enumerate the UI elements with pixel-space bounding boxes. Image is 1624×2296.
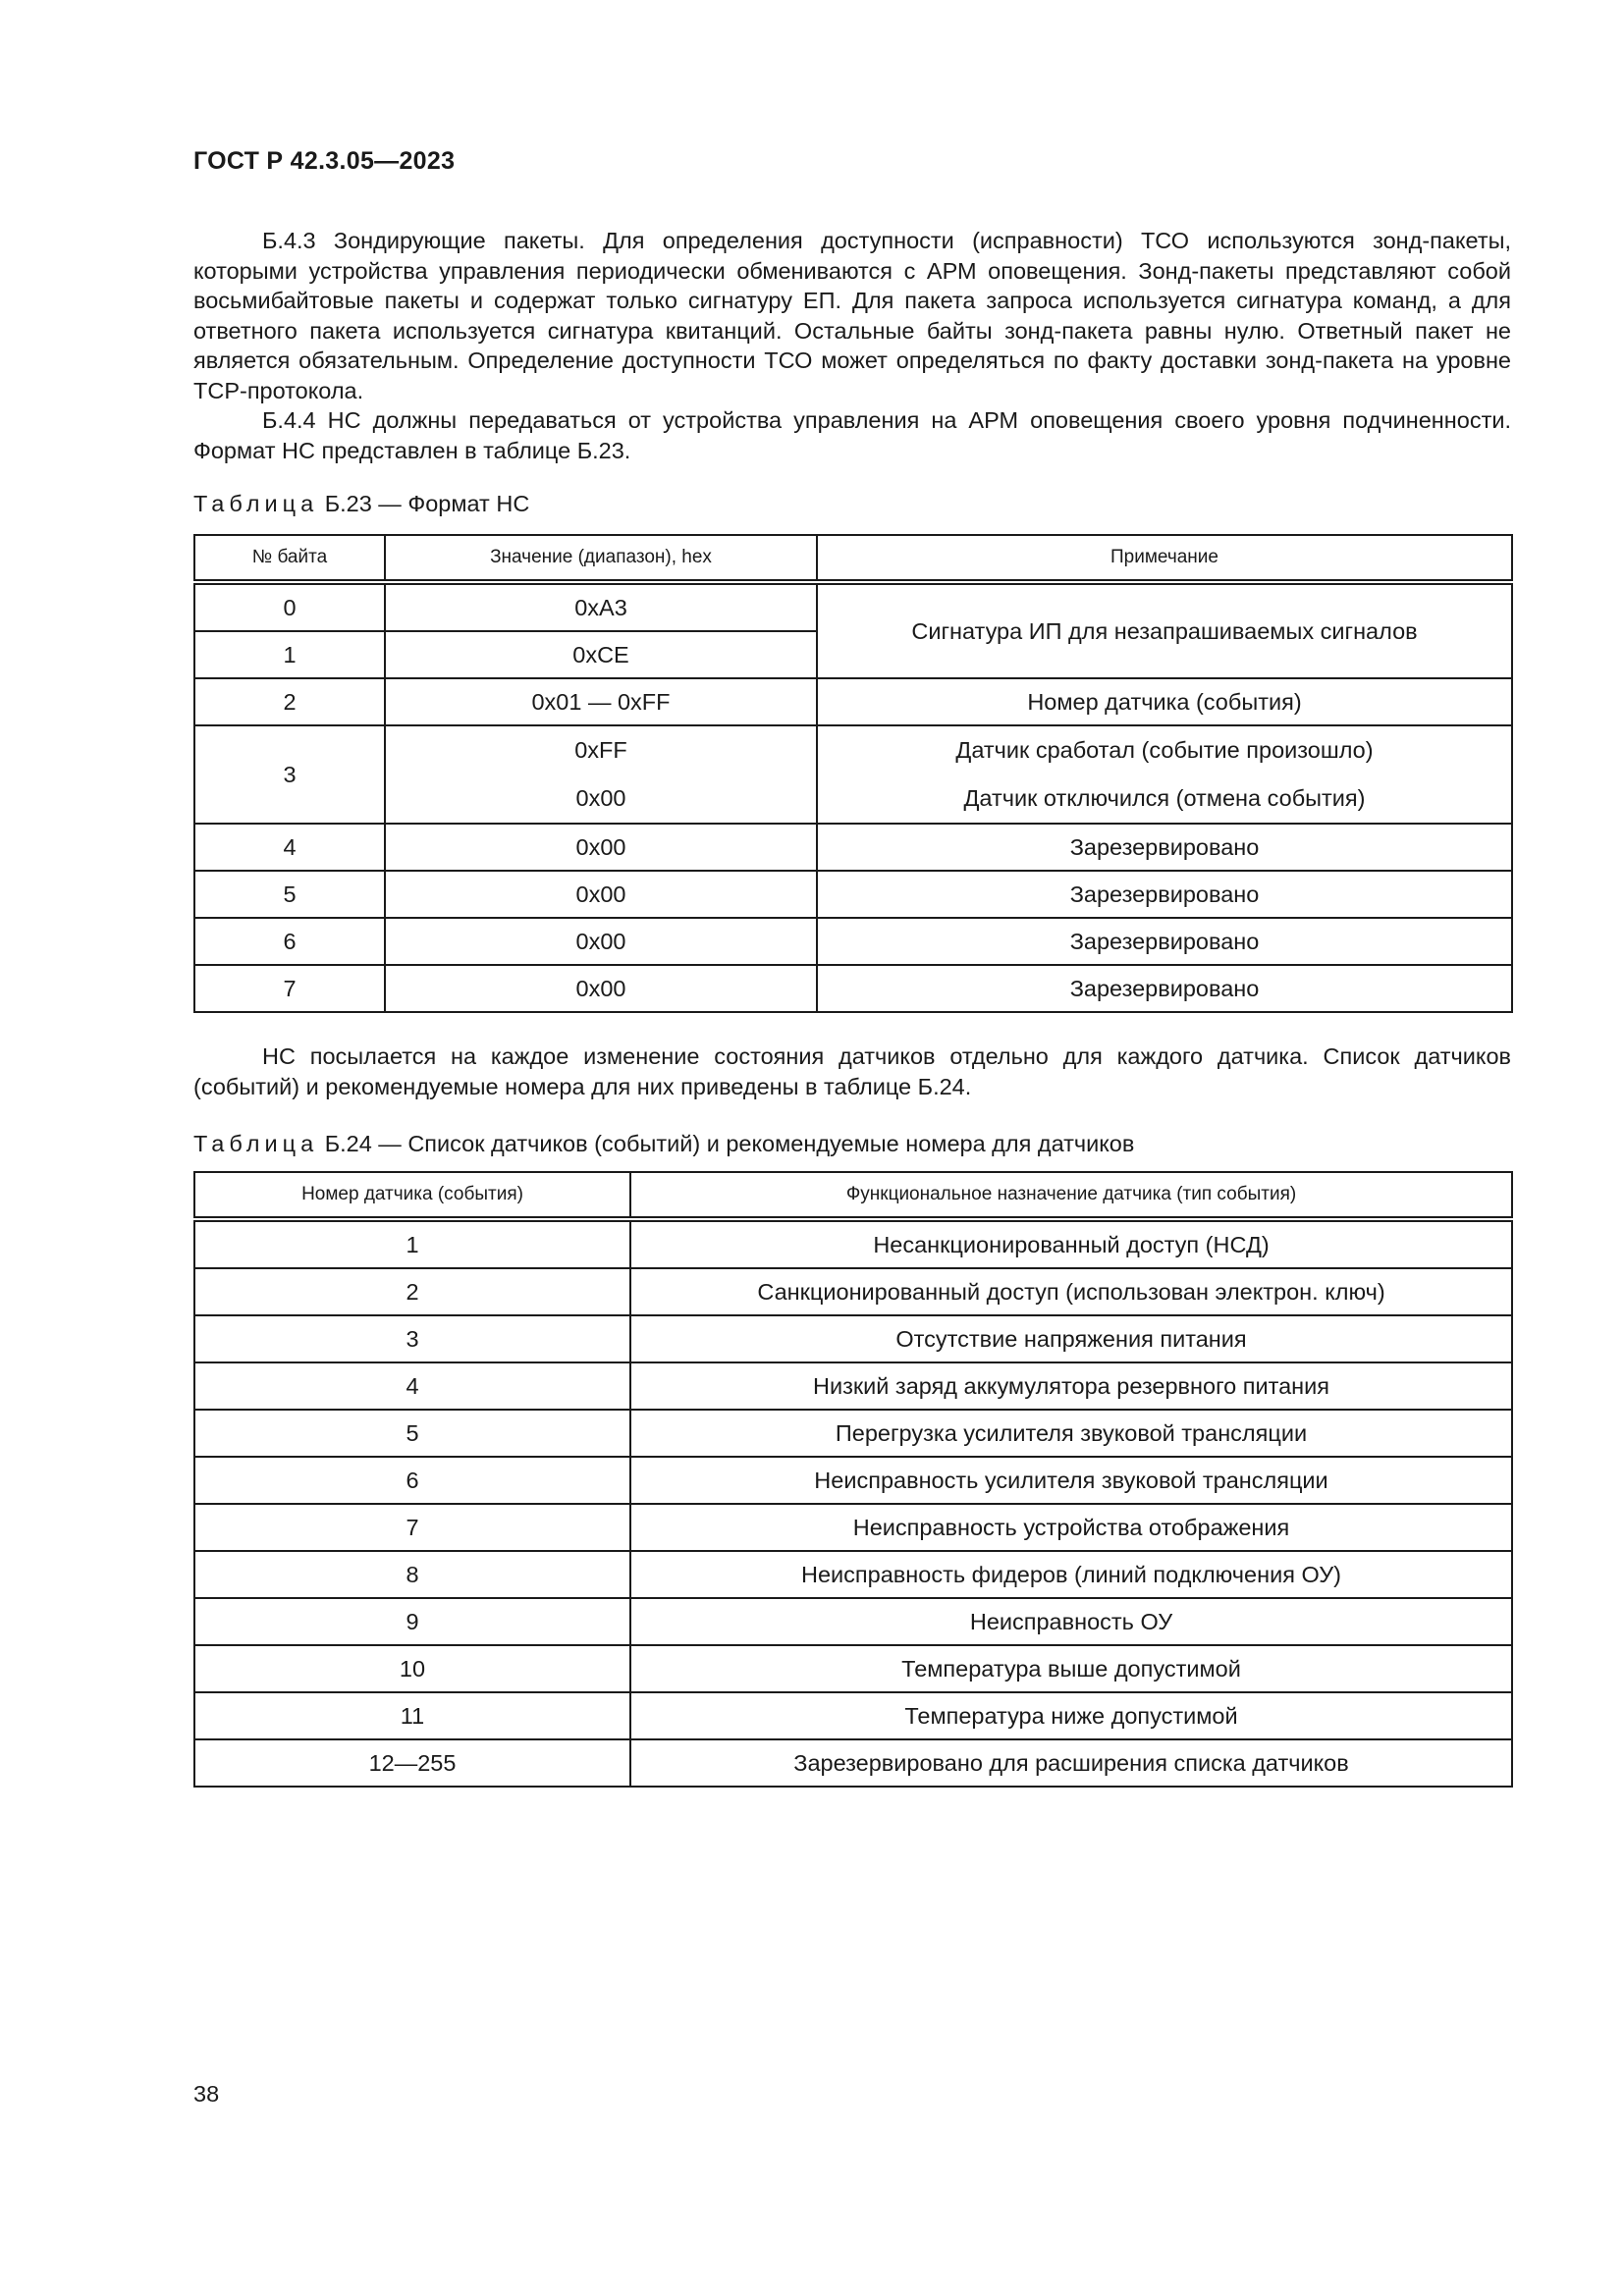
column-header: Функциональное назначение датчика (тип события) (630, 1172, 1512, 1219)
table-header-row (194, 1172, 1512, 1219)
table-row (194, 1315, 1512, 1362)
table-title: Б.24 — Список датчиков (событий) и рекомендуемые номера для датчиков (324, 1131, 1135, 1156)
table-row (194, 1268, 1512, 1315)
sensor-description-cell: Зарезервировано для расширения списка датчиков (630, 1739, 1512, 1787)
table-row (194, 582, 1512, 631)
sensor-description-cell: Санкционированный доступ (использован электрон. ключ) (630, 1268, 1512, 1315)
byte-cell: 5 (194, 871, 385, 918)
value-cell (385, 725, 817, 824)
table-row (194, 1219, 1512, 1268)
table-row (194, 918, 1512, 965)
table-row (194, 725, 1512, 824)
table-label: Таблица (193, 1131, 319, 1156)
sensor-number-cell: 1 (194, 1219, 630, 1268)
sensor-number-cell: 4 (194, 1362, 630, 1410)
sensor-number-cell: 7 (194, 1504, 630, 1551)
sensor-description-cell: Неисправность усилителя звуковой трансляции (630, 1457, 1512, 1504)
sensor-description-cell: Перегрузка усилителя звуковой трансляции (630, 1410, 1512, 1457)
column-header: № байта (194, 535, 385, 582)
table-body (194, 1219, 1512, 1787)
sensor-description-cell: Температура ниже допустимой (630, 1692, 1512, 1739)
note-cell: Зарезервировано (817, 918, 1512, 965)
table-row (194, 871, 1512, 918)
column-header: Номер датчика (события) (194, 1172, 630, 1219)
table-b23 (193, 534, 1513, 1013)
table-row (194, 965, 1512, 1012)
table-row (194, 1410, 1512, 1457)
table-b24-caption (193, 1129, 1134, 1158)
note-cell: Зарезервировано (817, 871, 1512, 918)
byte-cell: 0 (194, 582, 385, 631)
note-cell-merged: Сигнатура ИП для незапрашиваемых сигналов (817, 582, 1512, 678)
sensor-description-cell: Неисправность устройства отображения (630, 1504, 1512, 1551)
value-line: 0x00 (575, 785, 626, 811)
table-row (194, 1504, 1512, 1551)
table-row (194, 1362, 1512, 1410)
sensor-number-cell: 6 (194, 1457, 630, 1504)
sensor-description-cell: Отсутствие напряжения питания (630, 1315, 1512, 1362)
paragraph-b-4-3: Б.4.3 Зондирующие пакеты. Для определения доступности (исправности) ТСО используются зонд-пакеты, которыми устройства управления периодически обмениваются с АРМ оповещения. Зонд-пакеты представляют собой восьмибайтовые пакеты и содержат только сигнатуру ЕП. Для пакета запроса используется сигнатура команд, а для ответного пакета используется сигнатура квитанций. Остальные байты зонд-пакета равны нулю. Ответный пакет не является обязательным. Определение доступности ТСО может определяться по факту доставки зонд-пакета на уровне TCP-протокола. (193, 228, 1511, 403)
document-header: ГОСТ Р 42.3.05—2023 (193, 147, 456, 175)
table-row (194, 1739, 1512, 1787)
note-cell: Номер датчика (события) (817, 678, 1512, 725)
value-cell: 0x00 (385, 871, 817, 918)
sensor-description-cell: Температура выше допустимой (630, 1645, 1512, 1692)
sensor-number-cell: 3 (194, 1315, 630, 1362)
table-title: Б.23 — Формат НС (324, 491, 530, 516)
sensor-description-cell: Неисправность фидеров (линий подключения ОУ) (630, 1551, 1512, 1598)
note-line: Датчик сработал (событие произошло) (955, 737, 1374, 763)
sensor-description-cell: Неисправность ОУ (630, 1598, 1512, 1645)
value-cell: 0x00 (385, 824, 817, 871)
byte-cell: 4 (194, 824, 385, 871)
value-line: 0xFF (574, 737, 627, 763)
table-row (194, 1457, 1512, 1504)
sensor-number-cell: 5 (194, 1410, 630, 1457)
table-b24 (193, 1171, 1513, 1788)
value-cell: 0x01 — 0xFF (385, 678, 817, 725)
byte-cell: 6 (194, 918, 385, 965)
column-header: Примечание (817, 535, 1512, 582)
paragraph-ns-sending: НС посылается на каждое изменение состояния датчиков отдельно для каждого датчика. Список датчиков (событий) и рекомендуемые номера для них приведены в таблице Б.24. (193, 1043, 1511, 1099)
value-cell: 0xA3 (385, 582, 817, 631)
note-cell: Зарезервировано (817, 965, 1512, 1012)
note-cell (817, 725, 1512, 824)
sensor-number-cell: 10 (194, 1645, 630, 1692)
byte-cell: 2 (194, 678, 385, 725)
sensor-number-cell: 9 (194, 1598, 630, 1645)
table-row (194, 1598, 1512, 1645)
value-cell: 0xCE (385, 631, 817, 678)
column-header: Значение (диапазон), hex (385, 535, 817, 582)
table-header-row (194, 535, 1512, 582)
sensor-description-cell: Несанкционированный доступ (НСД) (630, 1219, 1512, 1268)
sensor-number-cell: 12—255 (194, 1739, 630, 1787)
table-b23-caption (193, 489, 529, 518)
sensor-number-cell: 8 (194, 1551, 630, 1598)
byte-cell: 7 (194, 965, 385, 1012)
note-cell: Зарезервировано (817, 824, 1512, 871)
byte-cell: 1 (194, 631, 385, 678)
table-row (194, 1551, 1512, 1598)
table-row (194, 678, 1512, 725)
table-row (194, 824, 1512, 871)
note-line: Датчик отключился (отмена события) (963, 785, 1366, 811)
sensor-description-cell: Низкий заряд аккумулятора резервного питания (630, 1362, 1512, 1410)
table-row (194, 1692, 1512, 1739)
value-cell: 0x00 (385, 918, 817, 965)
sensor-number-cell: 2 (194, 1268, 630, 1315)
table-row (194, 1645, 1512, 1692)
page-number: 38 (193, 2081, 220, 2107)
paragraph-b-4-4: Б.4.4 НС должны передаваться от устройства управления на АРМ оповещения своего уровня подчиненности. Формат НС представлен в таблице Б.23. (193, 407, 1511, 463)
value-cell: 0x00 (385, 965, 817, 1012)
byte-cell: 3 (194, 725, 385, 824)
table-label: Таблица (193, 491, 319, 516)
sensor-number-cell: 11 (194, 1692, 630, 1739)
